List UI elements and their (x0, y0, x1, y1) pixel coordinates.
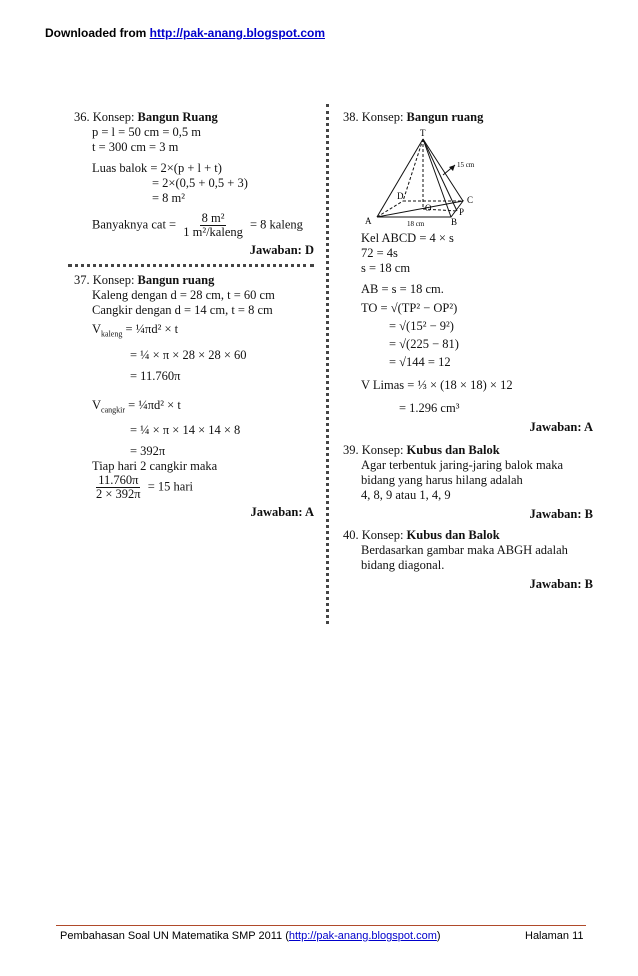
q38-to-1: TO = √(TP² − OP²) (361, 301, 458, 315)
fig-label-o: O (425, 203, 432, 213)
download-source-line (45, 26, 325, 40)
q37-vk-2: = ¼ × π × 28 × 28 × 60 (130, 347, 247, 362)
q40-heading: 40. Konsep: Kubus dan Balok (343, 528, 500, 542)
q39-text-2: bidang yang harus hilang adalah (361, 473, 523, 487)
q38-heading: 38. Konsep: Bangun ruang (343, 110, 484, 124)
fig-label-b: B (451, 217, 458, 227)
q36-heading: 36. Konsep: Bangun Ruang (74, 110, 218, 124)
fig-label-18cm: 18 cm (407, 220, 425, 227)
q38-v-2: = 1.296 cm³ (399, 401, 460, 415)
footer-title: Pembahasan Soal UN Matematika SMP 2011 (http://pak-anang.blogspot.com) (60, 930, 441, 942)
download-link[interactable]: http://pak-anang.blogspot.com (149, 26, 325, 40)
fig-label-c: C (467, 195, 474, 205)
q36-given-p: p = l = 50 cm = 0,5 m (92, 125, 201, 139)
q39-heading: 39. Konsep: Kubus dan Balok (343, 443, 500, 457)
q37-heading: 37. Konsep: Bangun ruang (74, 273, 215, 287)
q38-kel-2: 72 = 4s (361, 246, 398, 260)
q40-text-1: Berdasarkan gambar maka ABGH adalah (361, 543, 568, 557)
q38-ab: AB = s = 18 cm. (361, 282, 444, 296)
footer-link[interactable]: http://pak-anang.blogspot.com (288, 930, 437, 942)
pyramid-figure (363, 127, 503, 227)
q38-to-4: = √144 = 12 (389, 355, 451, 369)
q36-cat-fraction: $\frac{\text{8 m²}}{\text{1 m²/kaleng}}$ (183, 211, 243, 239)
divider-36-37 (68, 264, 314, 267)
fig-label-a: A (365, 216, 372, 226)
q38-kel-3: s = 18 cm (361, 261, 411, 275)
q38-to-2: = √(15² − 9²) (389, 319, 454, 333)
q36-calc-1: Luas balok = 2×(p + l + t) (92, 161, 222, 175)
q39-answer: Jawaban: B (529, 507, 593, 521)
q40-answer: Jawaban: B (529, 577, 593, 591)
q37-vc-1: $V_{cangkir}$ = ¼πd² × t (92, 397, 181, 414)
q39-text-1: Agar terbentuk jaring-jaring balok maka (361, 458, 564, 472)
q40-text-2: bidang diagonal. (361, 558, 445, 572)
q37-kaleng: Kaleng dengan d = 28 cm, t = 60 cm (92, 288, 275, 302)
column-separator (326, 104, 329, 624)
fig-label-p: P (459, 207, 465, 217)
q38-to-3: = √(225 − 81) (389, 337, 459, 351)
q38-v-1: V Limas = ⅓ × (18 × 18) × 12 (361, 378, 513, 392)
left-column (74, 108, 314, 526)
right-column (343, 108, 593, 598)
q36-calc-2: = 2×(0,5 + 0,5 + 3) (152, 176, 248, 190)
q37-vk-3: = 11.760π (130, 368, 181, 383)
q36-answer: Jawaban: D (249, 243, 314, 257)
q37-vc-3: = 392π (130, 444, 166, 458)
q37-vk-1: $V_{kaleng}$ = ¼πd² × t (92, 322, 179, 339)
q39-text-3: 4, 8, 9 atau 1, 4, 9 (361, 488, 451, 502)
q38-kel-1: Kel ABCD = 4 × s (361, 231, 454, 245)
q37-cangkir: Cangkir dengan d = 14 cm, t = 8 cm (92, 303, 273, 317)
q38-answer: Jawaban: A (529, 420, 593, 434)
q36-calc-3: = 8 m² (152, 191, 186, 205)
fig-label-15cm: 15 cm (457, 161, 475, 169)
fig-label-t: T (420, 128, 426, 138)
q37-result: $\frac{11.760\pi}{2 \times 392\pi}$ = 15 hari (96, 473, 193, 501)
q37-vc-2: = ¼ × π × 14 × 14 × 8 (130, 423, 241, 437)
page-number: Halaman 11 (525, 930, 584, 942)
footer-rule (56, 925, 586, 926)
q36-given-t: t = 300 cm = 3 m (92, 140, 179, 154)
q36-cat: Banyaknya cat = $\frac{\text{8 m²}}{\text{1 m²/kaleng}}$ = 8 kaleng (92, 211, 303, 239)
fig-label-d: D (397, 191, 404, 201)
q37-answer: Jawaban: A (250, 505, 314, 519)
download-prefix: Downloaded from (45, 26, 150, 40)
q37-tiap: Tiap hari 2 cangkir maka (92, 459, 218, 473)
